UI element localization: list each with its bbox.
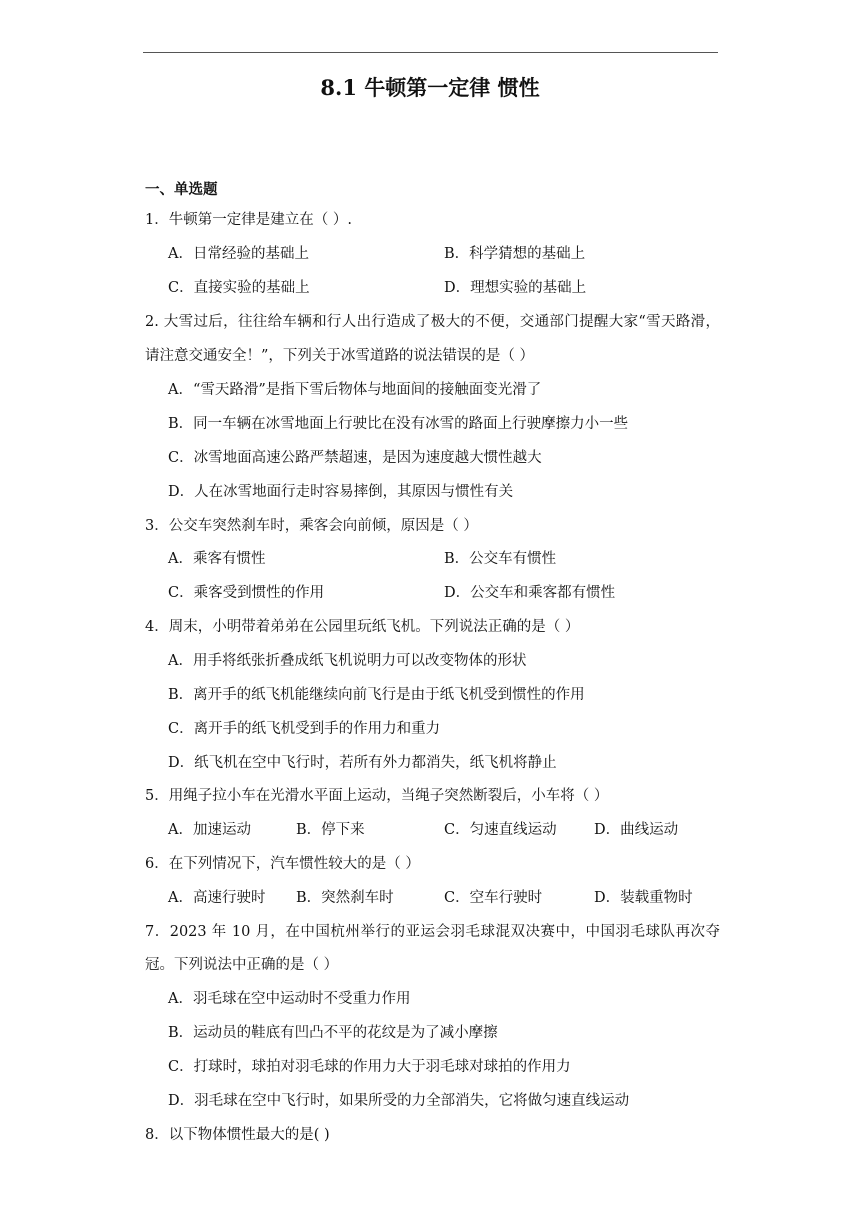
question-4-option-d: D．纸飞机在空中飞行时，若所有外力都消失，纸飞机将静止 xyxy=(168,755,557,771)
question-1-option-c: C．直接实验的基础上 xyxy=(168,280,310,296)
question-1-option-d: D．理想实验的基础上 xyxy=(444,280,587,296)
question-2-stem-line-1: 2. 大雪过后，往往给车辆和行人出行造成了极大的不便，交通部门提醒大家“雪天路滑， xyxy=(145,314,720,330)
question-3-option-d: D．公交车和乘客都有惯性 xyxy=(444,585,616,601)
question-4-option-b: B．离开手的纸飞机能继续向前飞行是由于纸飞机受到惯性的作用 xyxy=(168,687,585,703)
question-2-option-d: D．人在冰雪地面行走时容易摔倒，其原因与惯性有关 xyxy=(168,484,514,500)
question-6-stem: 6．在下列情况下，汽车惯性较大的是（ ） xyxy=(145,856,420,872)
question-5-option-a: A．加速运动 xyxy=(168,822,251,838)
question-8-stem: 8．以下物体惯性最大的是( ) xyxy=(145,1127,330,1143)
question-2-stem-line-2: 请注意交通安全！”，下列关于冰雪道路的说法错误的是（ ） xyxy=(145,348,535,364)
question-3-stem: 3．公交车突然刹车时，乘客会向前倾，原因是（ ） xyxy=(145,518,478,534)
question-4-option-a: A．用手将纸张折叠成纸飞机说明力可以改变物体的形状 xyxy=(168,653,527,669)
question-5-option-b: B．停下来 xyxy=(296,822,365,838)
section-heading: 一、单选题 xyxy=(145,181,218,198)
question-7-option-c: C．打球时，球拍对羽毛球的作用力大于羽毛球对球拍的作用力 xyxy=(168,1059,571,1075)
question-5-option-c: C．匀速直线运动 xyxy=(444,822,557,838)
question-3-option-b: B．公交车有惯性 xyxy=(444,551,557,567)
question-1-option-b: B．科学猜想的基础上 xyxy=(444,246,586,262)
question-5-option-d: D．曲线运动 xyxy=(594,822,679,838)
question-4-option-c: C．离开手的纸飞机受到手的作用力和重力 xyxy=(168,721,441,737)
question-7-option-d: D．羽毛球在空中飞行时，如果所受的力全部消失，它将做匀速直线运动 xyxy=(168,1093,630,1109)
question-5-stem: 5．用绳子拉小车在光滑水平面上运动，当绳子突然断裂后，小车将（ ） xyxy=(145,788,609,804)
question-2-option-c: C．冰雪地面高速公路严禁超速，是因为速度越大惯性越大 xyxy=(168,450,542,466)
question-7-option-a: A．羽毛球在空中运动时不受重力作用 xyxy=(168,991,411,1007)
question-6-option-c: C．空车行驶时 xyxy=(444,890,543,906)
question-3-option-c: C．乘客受到惯性的作用 xyxy=(168,585,325,601)
question-1-option-a: A．日常经验的基础上 xyxy=(168,246,309,262)
question-6-option-b: B．突然刹车时 xyxy=(296,890,394,906)
header-rule xyxy=(143,52,718,53)
question-4-stem: 4．周末，小明带着弟弟在公园里玩纸飞机。下列说法正确的是（ ） xyxy=(145,619,580,635)
question-7-stem-line-2: 冠。下列说法中正确的是（ ） xyxy=(145,957,339,973)
question-2-option-b: B．同一车辆在冰雪地面上行驶比在没有冰雪的路面上行驶摩擦力小一些 xyxy=(168,416,629,432)
question-7-option-b: B．运动员的鞋底有凹凸不平的花纹是为了减小摩擦 xyxy=(168,1025,498,1041)
question-7-stem-line-1: 7．2023 年 10 月，在中国杭州举行的亚运会羽毛球混双决赛中，中国羽毛球队再次夺 xyxy=(145,924,720,940)
question-3-option-a: A．乘客有惯性 xyxy=(168,551,266,567)
page-title: 8.1 牛顿第一定律 惯性 xyxy=(320,75,540,100)
question-6-option-a: A．高速行驶时 xyxy=(168,890,266,906)
question-1-stem: 1．牛顿第一定律是建立在（ ）. xyxy=(145,212,352,228)
question-6-option-d: D．装载重物时 xyxy=(594,890,693,906)
question-2-option-a: A．“雪天路滑”是指下雪后物体与地面间的接触面变光滑了 xyxy=(168,382,542,398)
